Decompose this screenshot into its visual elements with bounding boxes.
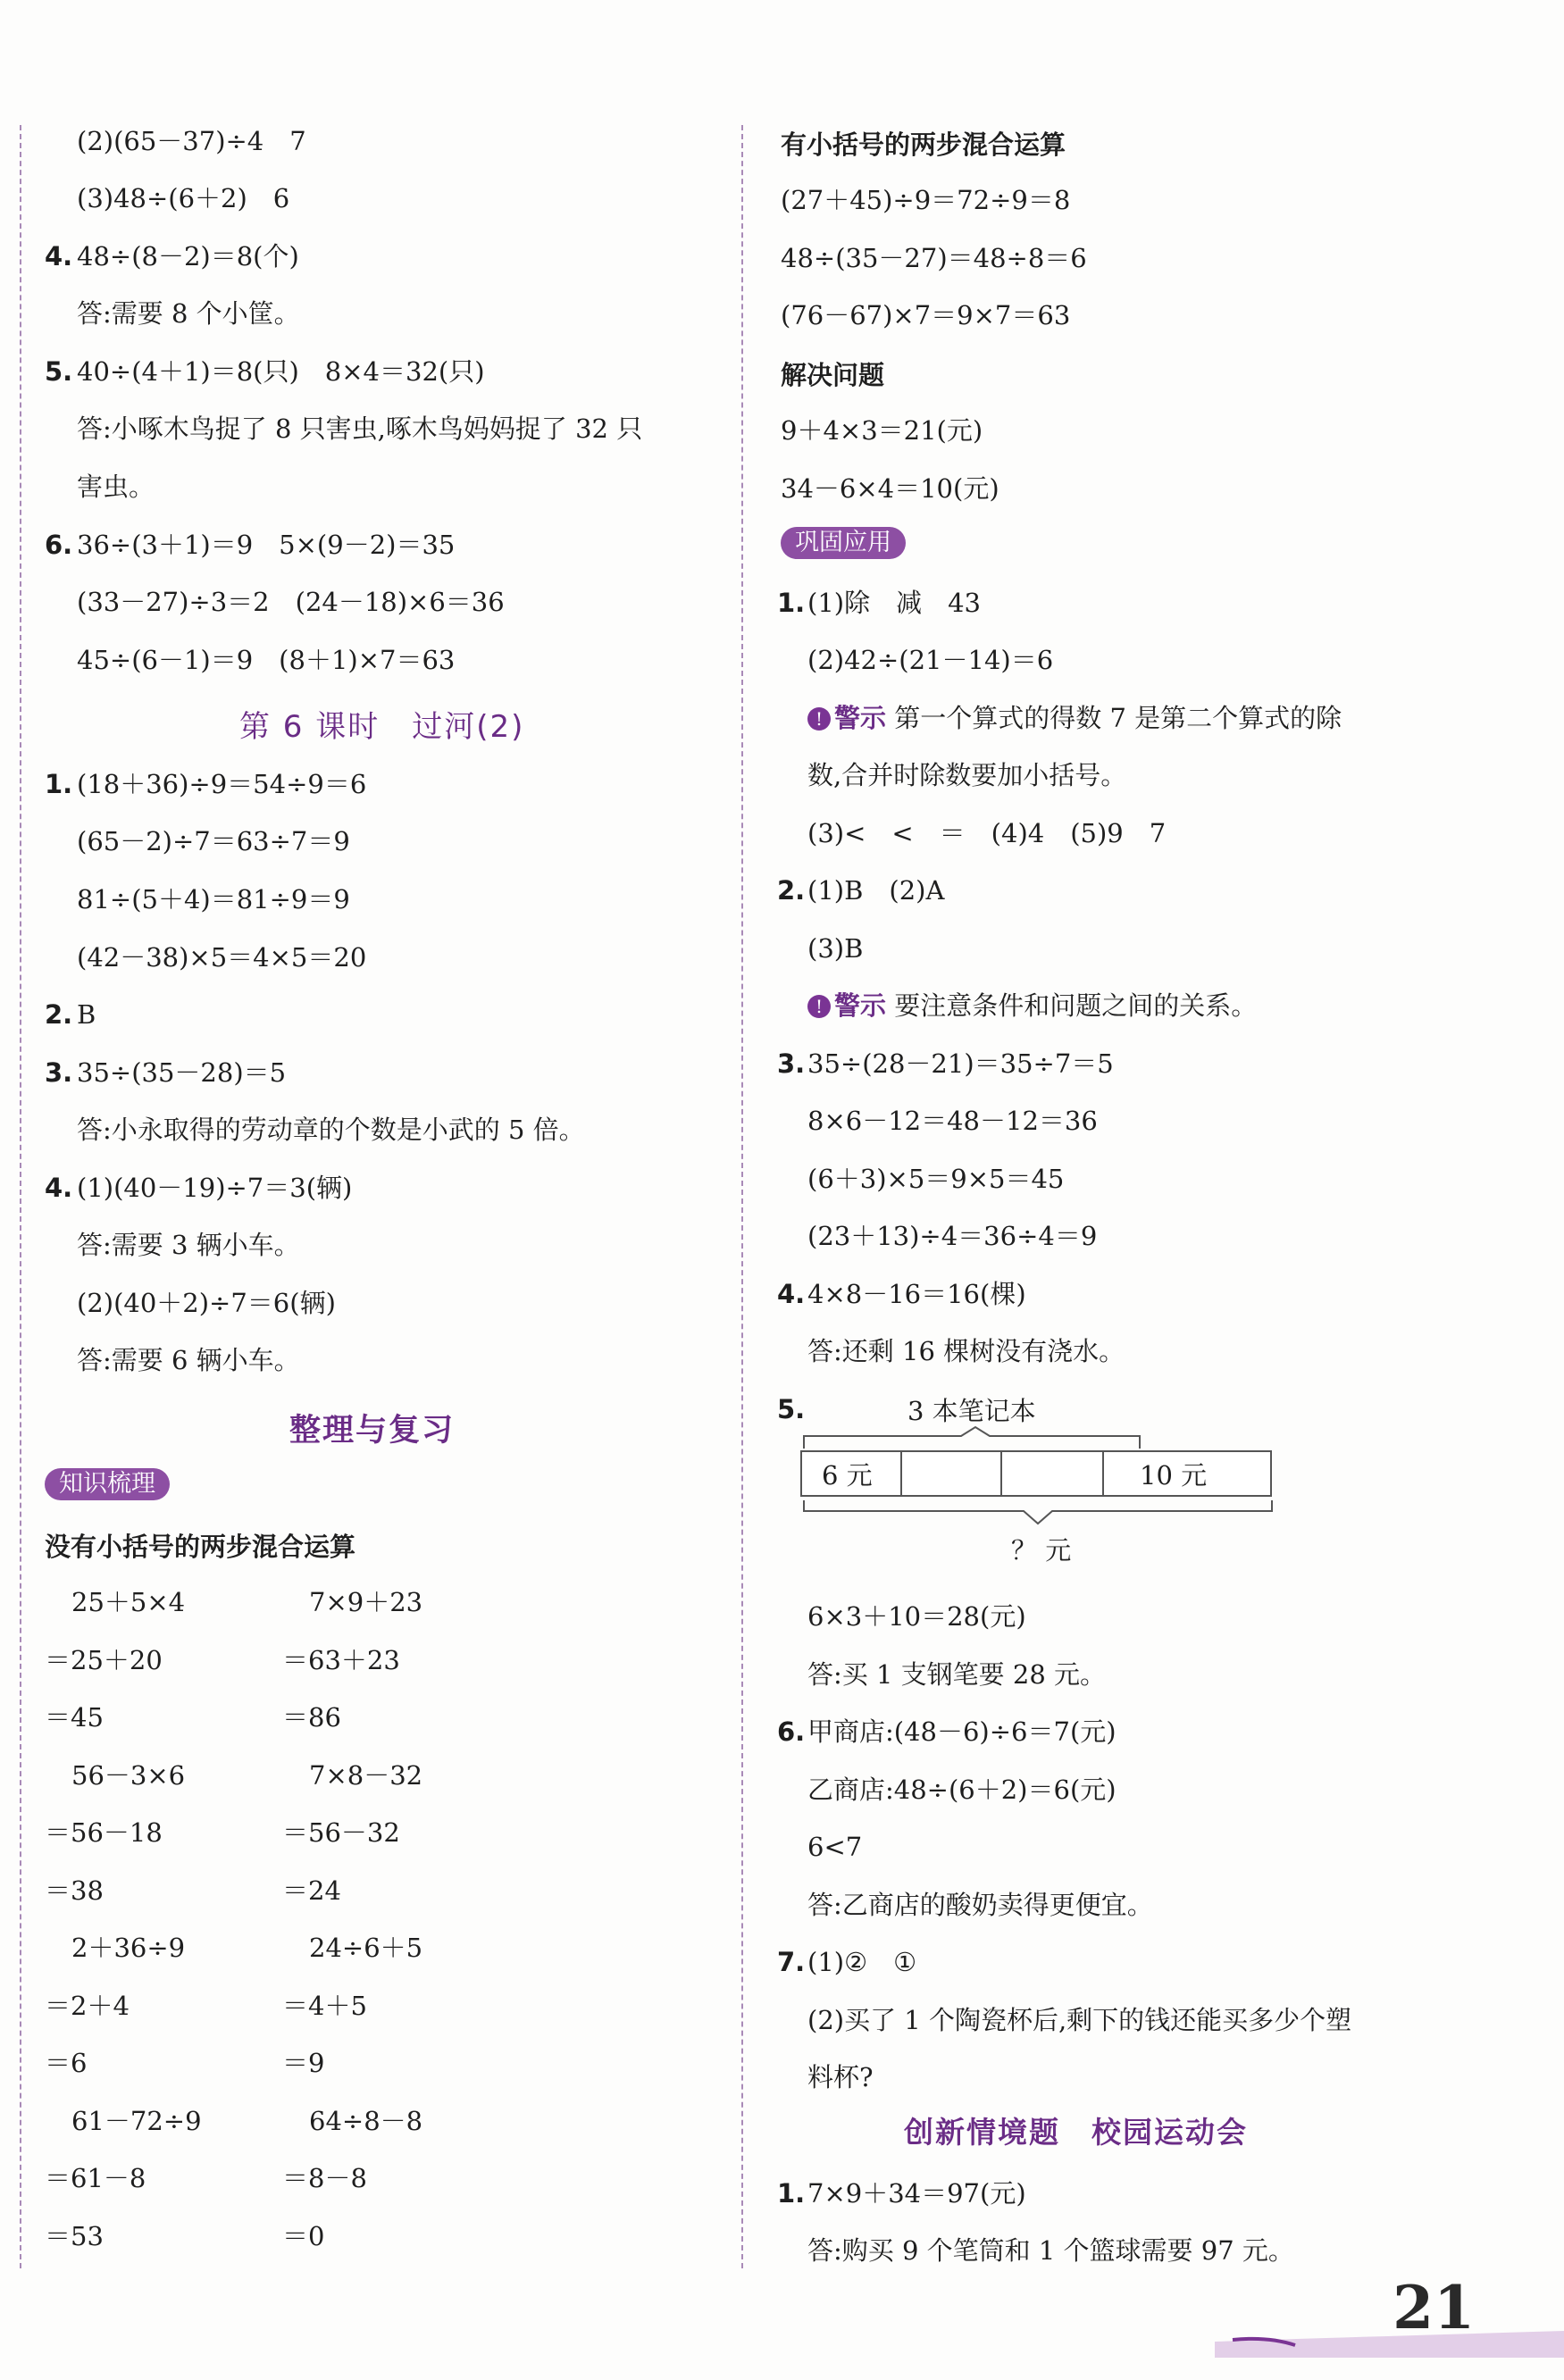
answer-line: 答:乙商店的酸奶卖得更便宜。 — [807, 1890, 1153, 1920]
answer-line: 4×8－16＝16(棵) — [807, 1279, 1026, 1309]
warning-label: 警示 — [834, 990, 887, 1021]
calc-line: ＝56－32 — [282, 1817, 400, 1848]
answer-line: 9＋4×3＝21(元) — [781, 415, 983, 446]
answer-line: 答:小啄木鸟捉了 8 只害虫,啄木鸟妈妈捉了 32 只 — [77, 413, 643, 444]
calc-line: ＝56－18 — [45, 1817, 163, 1848]
answer-line: (1)(40－19)÷7＝3(辆) — [77, 1173, 353, 1203]
answer-line: (2)(40＋2)÷7＝6(辆) — [77, 1288, 336, 1318]
answer-line: 48÷(8－2)＝8(个) — [77, 241, 299, 271]
subheading-paren: 有小括号的两步混合运算 — [781, 129, 1066, 160]
answer-line: 45÷(6－1)＝9 (8＋1)×7＝63 — [77, 645, 456, 675]
question-number: 5. — [777, 1394, 806, 1424]
diagram-top-label: 3 本笔记本 — [907, 1396, 1036, 1426]
calc-line: ＝0 — [282, 2221, 325, 2251]
segment-left-label: 6 元 — [822, 1460, 873, 1491]
subheading-no-paren: 没有小括号的两步混合运算 — [45, 1532, 356, 1562]
answer-line: 35÷(28－21)＝35÷7＝5 — [807, 1048, 1114, 1079]
calc-line: 64÷8－8 — [309, 2106, 423, 2136]
answer-line: 害虫。 — [77, 472, 155, 502]
answer-line: 35÷(35－28)＝5 — [77, 1057, 287, 1088]
calc-line: ＝38 — [45, 1875, 104, 1906]
top-brace — [800, 1425, 1336, 1452]
answer-line: (1)② ① — [807, 1947, 917, 1977]
answer-line: (1)除 减 43 — [807, 588, 981, 618]
question-number: 3. — [777, 1048, 806, 1079]
question-number: 7. — [777, 1947, 806, 1977]
calc-line: 25＋5×4 — [71, 1587, 186, 1617]
answer-line: (2)42÷(21－14)＝6 — [807, 645, 1054, 675]
calc-line: ＝9 — [282, 2048, 325, 2078]
answer-line: 答:购买 9 个笔筒和 1 个篮球需要 97 元。 — [807, 2235, 1294, 2266]
answer-line: (2)(65－37)÷4 7 — [77, 126, 306, 156]
line-segment-diagram — [800, 1391, 1336, 1570]
answer-line: (3)48÷(6＋2) 6 — [77, 183, 290, 213]
answer-line: (3)B — [807, 933, 864, 964]
left-margin-dashes — [20, 125, 21, 2268]
answer-line: 料杯? — [807, 2062, 874, 2092]
question-number: 4. — [45, 241, 73, 271]
answer-line: (3)< < ＝ (4)4 (5)9 7 — [807, 818, 1167, 848]
question-number: 2. — [777, 875, 806, 906]
question-number: 3. — [45, 1057, 73, 1088]
answer-line: (2)买了 1 个陶瓷杯后,剩下的钱还能买多少个塑 — [807, 2005, 1352, 2035]
answer-line: 34－6×4＝10(元) — [781, 473, 999, 504]
question-number: 1. — [45, 769, 73, 799]
answer-line: (1)B (2)A — [807, 875, 945, 906]
calc-line: 7×9＋23 — [309, 1587, 423, 1617]
answer-line: (23＋13)÷4＝36÷4＝9 — [807, 1221, 1098, 1251]
answer-line: (65－2)÷7＝63÷7＝9 — [77, 826, 350, 856]
answer-line: 8×6－12＝48－12＝36 — [807, 1106, 1098, 1136]
page-corner-swoosh — [1215, 2322, 1564, 2358]
warning-text: 数,合并时除数要加小括号。 — [807, 760, 1127, 790]
answer-line: 36÷(3＋1)＝9 5×(9－2)＝35 — [77, 530, 456, 560]
warning-icon: ! — [807, 707, 831, 731]
calc-line: ＝53 — [45, 2221, 104, 2251]
question-number: 5. — [45, 356, 73, 387]
answer-line: 7×9＋34＝97(元) — [807, 2178, 1026, 2209]
answer-line: 乙商店:48÷(6＋2)＝6(元) — [807, 1775, 1117, 1805]
calc-line: 7×8－32 — [309, 1760, 423, 1791]
calc-line: ＝6 — [45, 2048, 88, 2078]
calc-line: ＝86 — [282, 1702, 341, 1733]
calc-line: 56－3×6 — [71, 1760, 186, 1791]
calc-line: ＝25＋20 — [45, 1645, 163, 1675]
calc-line — [71, 1584, 185, 1620]
warning-note — [807, 988, 1257, 1023]
answer-line: 答:小永取得的劳动章的个数是小武的 5 倍。 — [77, 1115, 585, 1145]
answer-line: 6×3＋10＝28(元) — [807, 1601, 1026, 1632]
warning-label: 警示 — [834, 703, 887, 733]
calc-line: ＝24 — [282, 1875, 341, 1906]
calc-line: 2＋36÷9 — [71, 1933, 186, 1963]
question-number: 2. — [45, 999, 73, 1030]
warning-icon: ! — [807, 995, 831, 1018]
answer-line: 81÷(5＋4)＝81÷9＝9 — [77, 884, 350, 914]
bottom-brace — [800, 1497, 1336, 1529]
question-number: 1. — [777, 2178, 806, 2209]
answer-line: (27＋45)÷9＝72÷9＝8 — [781, 185, 1071, 215]
calc-line: ＝8－8 — [282, 2163, 367, 2193]
innovation-heading: 创新情境题 校园运动会 — [904, 2115, 1248, 2150]
calc-line: ＝45 — [45, 1702, 104, 1733]
answer-line: 40÷(4＋1)＝8(只) 8×4＝32(只) — [77, 356, 485, 387]
calc-line: 61－72÷9 — [71, 2106, 202, 2136]
answer-line: 答:需要 6 辆小车。 — [77, 1345, 300, 1375]
segment-right-label: 10 元 — [1140, 1460, 1208, 1491]
answer-line: 答:需要 8 个小筐。 — [77, 298, 300, 329]
section-pill-apply: 巩固应用 — [781, 527, 906, 559]
question-number: 4. — [777, 1279, 806, 1309]
answer-line: B — [77, 999, 96, 1030]
answer-line: 答:买 1 支钢笔要 28 元。 — [807, 1659, 1106, 1690]
segment-notebook-3 — [1000, 1450, 1104, 1497]
section-pill-knowledge: 知识梳理 — [45, 1468, 170, 1500]
lesson-heading: 第 6 课时 过河(2) — [239, 709, 525, 745]
answer-line: 48÷(35－27)＝48÷8＝6 — [781, 243, 1087, 273]
diagram-bottom-label: ？ 元 — [1011, 1535, 1072, 1566]
answer-line: 甲商店:(48－6)÷6＝7(元) — [807, 1716, 1117, 1747]
answer-line: (18＋36)÷9＝54÷9＝6 — [77, 769, 367, 799]
review-heading: 整理与复习 — [289, 1413, 456, 1449]
calc-line: 24÷6＋5 — [309, 1933, 423, 1963]
warning-text: 要注意条件和问题之间的关系。 — [894, 990, 1258, 1021]
center-divider-dashes — [741, 125, 743, 2268]
calc-line: ＝4＋5 — [282, 1991, 367, 2021]
answer-line: 6<7 — [807, 1832, 863, 1862]
question-number: 6. — [45, 530, 73, 560]
subheading-solve: 解决问题 — [781, 360, 885, 390]
answer-line: (42－38)×5＝4×5＝20 — [77, 942, 367, 973]
warning-note — [807, 700, 1342, 736]
answer-line: 答:需要 3 辆小车。 — [77, 1230, 300, 1260]
warning-text: 第一个算式的得数 7 是第二个算式的除 — [894, 703, 1342, 733]
answer-line: (76－67)×7＝9×7＝63 — [781, 300, 1071, 330]
calc-line: ＝61－8 — [45, 2163, 146, 2193]
answer-line: 答:还剩 16 棵树没有浇水。 — [807, 1336, 1125, 1366]
answer-line: (6＋3)×5＝9×5＝45 — [807, 1164, 1065, 1194]
question-number: 6. — [777, 1716, 806, 1747]
answer-line: (33－27)÷3＝2 (24－18)×6＝36 — [77, 587, 505, 617]
question-number: 1. — [777, 588, 806, 618]
calc-line: ＝63＋23 — [282, 1645, 400, 1675]
calc-line: ＝2＋4 — [45, 1991, 130, 2021]
page-number: 21 — [1393, 2273, 1475, 2342]
segment-notebook-2 — [900, 1450, 1002, 1497]
question-number: 4. — [45, 1173, 73, 1203]
